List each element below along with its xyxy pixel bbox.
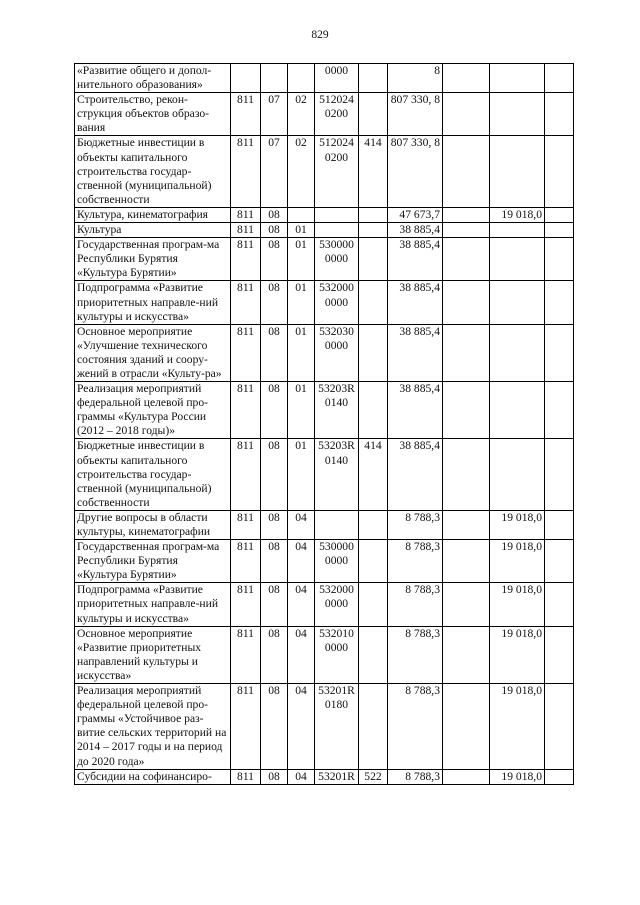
- expense-type-cell: [359, 93, 388, 136]
- expense-type-cell: [359, 510, 388, 539]
- amount-cell: 47 673,7: [388, 207, 443, 222]
- amount-cell: 38 885,4: [388, 439, 443, 510]
- amount-cell-3: 19 018,0: [490, 626, 545, 683]
- ministry-code-cell: 811: [231, 439, 261, 510]
- expense-type-cell: [359, 583, 388, 626]
- row-name-cell: Культура: [75, 223, 231, 238]
- amount-cell-2: [443, 64, 490, 93]
- subsection-code-cell: 04: [288, 769, 315, 784]
- amount-cell-2: [443, 626, 490, 683]
- target-article-cell: 532010 0000: [315, 626, 359, 683]
- amount-cell-2: [443, 93, 490, 136]
- expense-type-cell: [359, 626, 388, 683]
- subsection-code-cell: 04: [288, 626, 315, 683]
- table-row: [75, 382, 574, 439]
- amount-cell: 8 788,3: [388, 684, 443, 770]
- table-body: [75, 64, 574, 785]
- empty-cell: [545, 223, 574, 238]
- target-article-cell: [315, 223, 359, 238]
- amount-cell-3: [490, 223, 545, 238]
- amount-cell: 38 885,4: [388, 382, 443, 439]
- row-name-cell: Бюджетные инвестиции в объекты капитального строительства государ-ственной (муниципальной) собственности: [75, 136, 231, 207]
- table-row: [75, 583, 574, 626]
- empty-cell: [545, 64, 574, 93]
- section-code-cell: 08: [261, 382, 288, 439]
- subsection-code-cell: 04: [288, 540, 315, 583]
- section-code-cell: 08: [261, 583, 288, 626]
- table-row: [75, 439, 574, 510]
- subsection-code-cell: 02: [288, 93, 315, 136]
- row-name-cell: Государственная програм-ма Республики Бурятия «Культура Бурятии»: [75, 540, 231, 583]
- section-code-cell: 07: [261, 136, 288, 207]
- amount-cell-2: [443, 324, 490, 381]
- expense-type-cell: [359, 223, 388, 238]
- amount-cell-2: [443, 510, 490, 539]
- amount-cell-2: [443, 238, 490, 281]
- amount-cell-3: [490, 64, 545, 93]
- amount-cell-3: [490, 439, 545, 510]
- subsection-code-cell: 04: [288, 583, 315, 626]
- expense-type-cell: [359, 684, 388, 770]
- amount-cell: 8 788,3: [388, 626, 443, 683]
- amount-cell-3: 19 018,0: [490, 769, 545, 784]
- row-name-cell: Подпрограмма «Развитие приоритетных направле-ний культуры и искусства»: [75, 583, 231, 626]
- section-code-cell: 07: [261, 93, 288, 136]
- target-article-cell: 53203R 0140: [315, 382, 359, 439]
- section-code-cell: 08: [261, 626, 288, 683]
- expense-type-cell: 522: [359, 769, 388, 784]
- section-code-cell: [261, 64, 288, 93]
- target-article-cell: 53203R 0140: [315, 439, 359, 510]
- section-code-cell: 08: [261, 510, 288, 539]
- expense-type-cell: [359, 540, 388, 583]
- ministry-code-cell: 811: [231, 207, 261, 222]
- amount-cell: 38 885,4: [388, 281, 443, 324]
- target-article-cell: 530000 0000: [315, 238, 359, 281]
- table-row: [75, 93, 574, 136]
- table-row: [75, 684, 574, 770]
- section-code-cell: 08: [261, 281, 288, 324]
- subsection-code-cell: 04: [288, 684, 315, 770]
- empty-cell: [545, 238, 574, 281]
- amount-cell-2: [443, 769, 490, 784]
- section-code-cell: 08: [261, 769, 288, 784]
- ministry-code-cell: 811: [231, 769, 261, 784]
- row-name-cell: Бюджетные инвестиции в объекты капитального строительства государ-ственной (муниципальной) собственности: [75, 439, 231, 510]
- empty-cell: [545, 93, 574, 136]
- section-code-cell: 08: [261, 223, 288, 238]
- row-name-cell: Строительство, рекон-струкция объектов образо-вания: [75, 93, 231, 136]
- target-article-cell: 512024 0200: [315, 93, 359, 136]
- expense-type-cell: 414: [359, 439, 388, 510]
- row-name-cell: Основное мероприятие «Развитие приоритетных направлений культуры и искусства»: [75, 626, 231, 683]
- empty-cell: [545, 136, 574, 207]
- subsection-code-cell: 01: [288, 382, 315, 439]
- amount-cell-3: 19 018,0: [490, 684, 545, 770]
- ministry-code-cell: 811: [231, 223, 261, 238]
- ministry-code-cell: [231, 64, 261, 93]
- empty-cell: [545, 684, 574, 770]
- section-code-cell: 08: [261, 207, 288, 222]
- amount-cell: 807 330, 8: [388, 93, 443, 136]
- table-row: [75, 281, 574, 324]
- table-row: [75, 223, 574, 238]
- budget-table: [74, 63, 574, 785]
- table-row: [75, 324, 574, 381]
- row-name-cell: Другие вопросы в области культуры, кинематографии: [75, 510, 231, 539]
- empty-cell: [545, 207, 574, 222]
- amount-cell-3: [490, 281, 545, 324]
- target-article-cell: 53201R 0180: [315, 684, 359, 770]
- expense-type-cell: [359, 324, 388, 381]
- amount-cell-2: [443, 382, 490, 439]
- empty-cell: [545, 540, 574, 583]
- subsection-code-cell: 01: [288, 439, 315, 510]
- amount-cell-2: [443, 281, 490, 324]
- amount-cell: 8 788,3: [388, 769, 443, 784]
- amount-cell-2: [443, 207, 490, 222]
- empty-cell: [545, 439, 574, 510]
- empty-cell: [545, 626, 574, 683]
- ministry-code-cell: 811: [231, 238, 261, 281]
- amount-cell-3: 19 018,0: [490, 207, 545, 222]
- amount-cell-2: [443, 540, 490, 583]
- table-row: [75, 626, 574, 683]
- amount-cell: 8 788,3: [388, 540, 443, 583]
- section-code-cell: 08: [261, 238, 288, 281]
- table-row: [75, 136, 574, 207]
- amount-cell-3: [490, 382, 545, 439]
- amount-cell-2: [443, 136, 490, 207]
- table-row: [75, 540, 574, 583]
- row-name-cell: Подпрограмма «Развитие приоритетных направле-ний культуры и искусства»: [75, 281, 231, 324]
- empty-cell: [545, 324, 574, 381]
- ministry-code-cell: 811: [231, 324, 261, 381]
- ministry-code-cell: 811: [231, 382, 261, 439]
- table-row: [75, 238, 574, 281]
- subsection-code-cell: 02: [288, 136, 315, 207]
- table-row: [75, 64, 574, 93]
- ministry-code-cell: 811: [231, 626, 261, 683]
- target-article-cell: 532030 0000: [315, 324, 359, 381]
- amount-cell-3: 19 018,0: [490, 510, 545, 539]
- amount-cell: 807 330, 8: [388, 136, 443, 207]
- subsection-code-cell: 01: [288, 281, 315, 324]
- expense-type-cell: [359, 238, 388, 281]
- empty-cell: [545, 510, 574, 539]
- amount-cell: 38 885,4: [388, 324, 443, 381]
- amount-cell-3: [490, 324, 545, 381]
- amount-cell-2: [443, 223, 490, 238]
- amount-cell-3: [490, 238, 545, 281]
- amount-cell: 38 885,4: [388, 238, 443, 281]
- subsection-code-cell: [288, 207, 315, 222]
- section-code-cell: 08: [261, 684, 288, 770]
- empty-cell: [545, 382, 574, 439]
- page-number: 829: [311, 29, 329, 41]
- row-name-cell: «Развитие общего и допол-нительного образования»: [75, 64, 231, 93]
- amount-cell: 38 885,4: [388, 223, 443, 238]
- amount-cell: 8 788,3: [388, 510, 443, 539]
- row-name-cell: Государственная програм-ма Республики Бурятия «Культура Бурятии»: [75, 238, 231, 281]
- expense-type-cell: [359, 207, 388, 222]
- ministry-code-cell: 811: [231, 510, 261, 539]
- subsection-code-cell: 04: [288, 510, 315, 539]
- target-article-cell: 512024 0200: [315, 136, 359, 207]
- subsection-code-cell: [288, 64, 315, 93]
- target-article-cell: 0000: [315, 64, 359, 93]
- empty-cell: [545, 281, 574, 324]
- section-code-cell: 08: [261, 540, 288, 583]
- amount-cell-3: 19 018,0: [490, 583, 545, 626]
- table-row: [75, 769, 574, 784]
- ministry-code-cell: 811: [231, 583, 261, 626]
- section-code-cell: 08: [261, 439, 288, 510]
- section-code-cell: 08: [261, 324, 288, 381]
- target-article-cell: 532000 0000: [315, 281, 359, 324]
- empty-cell: [545, 769, 574, 784]
- amount-cell: 8: [388, 64, 443, 93]
- row-name-cell: Основное мероприятие «Улучшение технического состояния зданий и соору-жений в отрасли «Культу-ра»: [75, 324, 231, 381]
- amount-cell-2: [443, 439, 490, 510]
- expense-type-cell: [359, 64, 388, 93]
- target-article-cell: 530000 0000: [315, 540, 359, 583]
- subsection-code-cell: 01: [288, 223, 315, 238]
- target-article-cell: 53201R: [315, 769, 359, 784]
- row-name-cell: Субсидии на софинансиро-: [75, 769, 231, 784]
- subsection-code-cell: 01: [288, 238, 315, 281]
- row-name-cell: Реализация мероприятий федеральной целевой про-граммы «Устойчивое раз-витие сельских территорий на 2014 – 2017 годы и на период до 2020 года»: [75, 684, 231, 770]
- expense-type-cell: 414: [359, 136, 388, 207]
- target-article-cell: 532000 0000: [315, 583, 359, 626]
- target-article-cell: [315, 510, 359, 539]
- amount-cell-2: [443, 684, 490, 770]
- amount-cell-2: [443, 583, 490, 626]
- amount-cell-3: 19 018,0: [490, 540, 545, 583]
- ministry-code-cell: 811: [231, 684, 261, 770]
- ministry-code-cell: 811: [231, 281, 261, 324]
- amount-cell-3: [490, 136, 545, 207]
- empty-cell: [545, 583, 574, 626]
- ministry-code-cell: 811: [231, 93, 261, 136]
- table-row: [75, 207, 574, 222]
- target-article-cell: [315, 207, 359, 222]
- table-row: [75, 510, 574, 539]
- expense-type-cell: [359, 382, 388, 439]
- ministry-code-cell: 811: [231, 540, 261, 583]
- subsection-code-cell: 01: [288, 324, 315, 381]
- expense-type-cell: [359, 281, 388, 324]
- amount-cell: 8 788,3: [388, 583, 443, 626]
- row-name-cell: Культура, кинематография: [75, 207, 231, 222]
- amount-cell-3: [490, 93, 545, 136]
- row-name-cell: Реализация мероприятий федеральной целевой про-граммы «Культура России (2012 – 2018 годы)»: [75, 382, 231, 439]
- ministry-code-cell: 811: [231, 136, 261, 207]
